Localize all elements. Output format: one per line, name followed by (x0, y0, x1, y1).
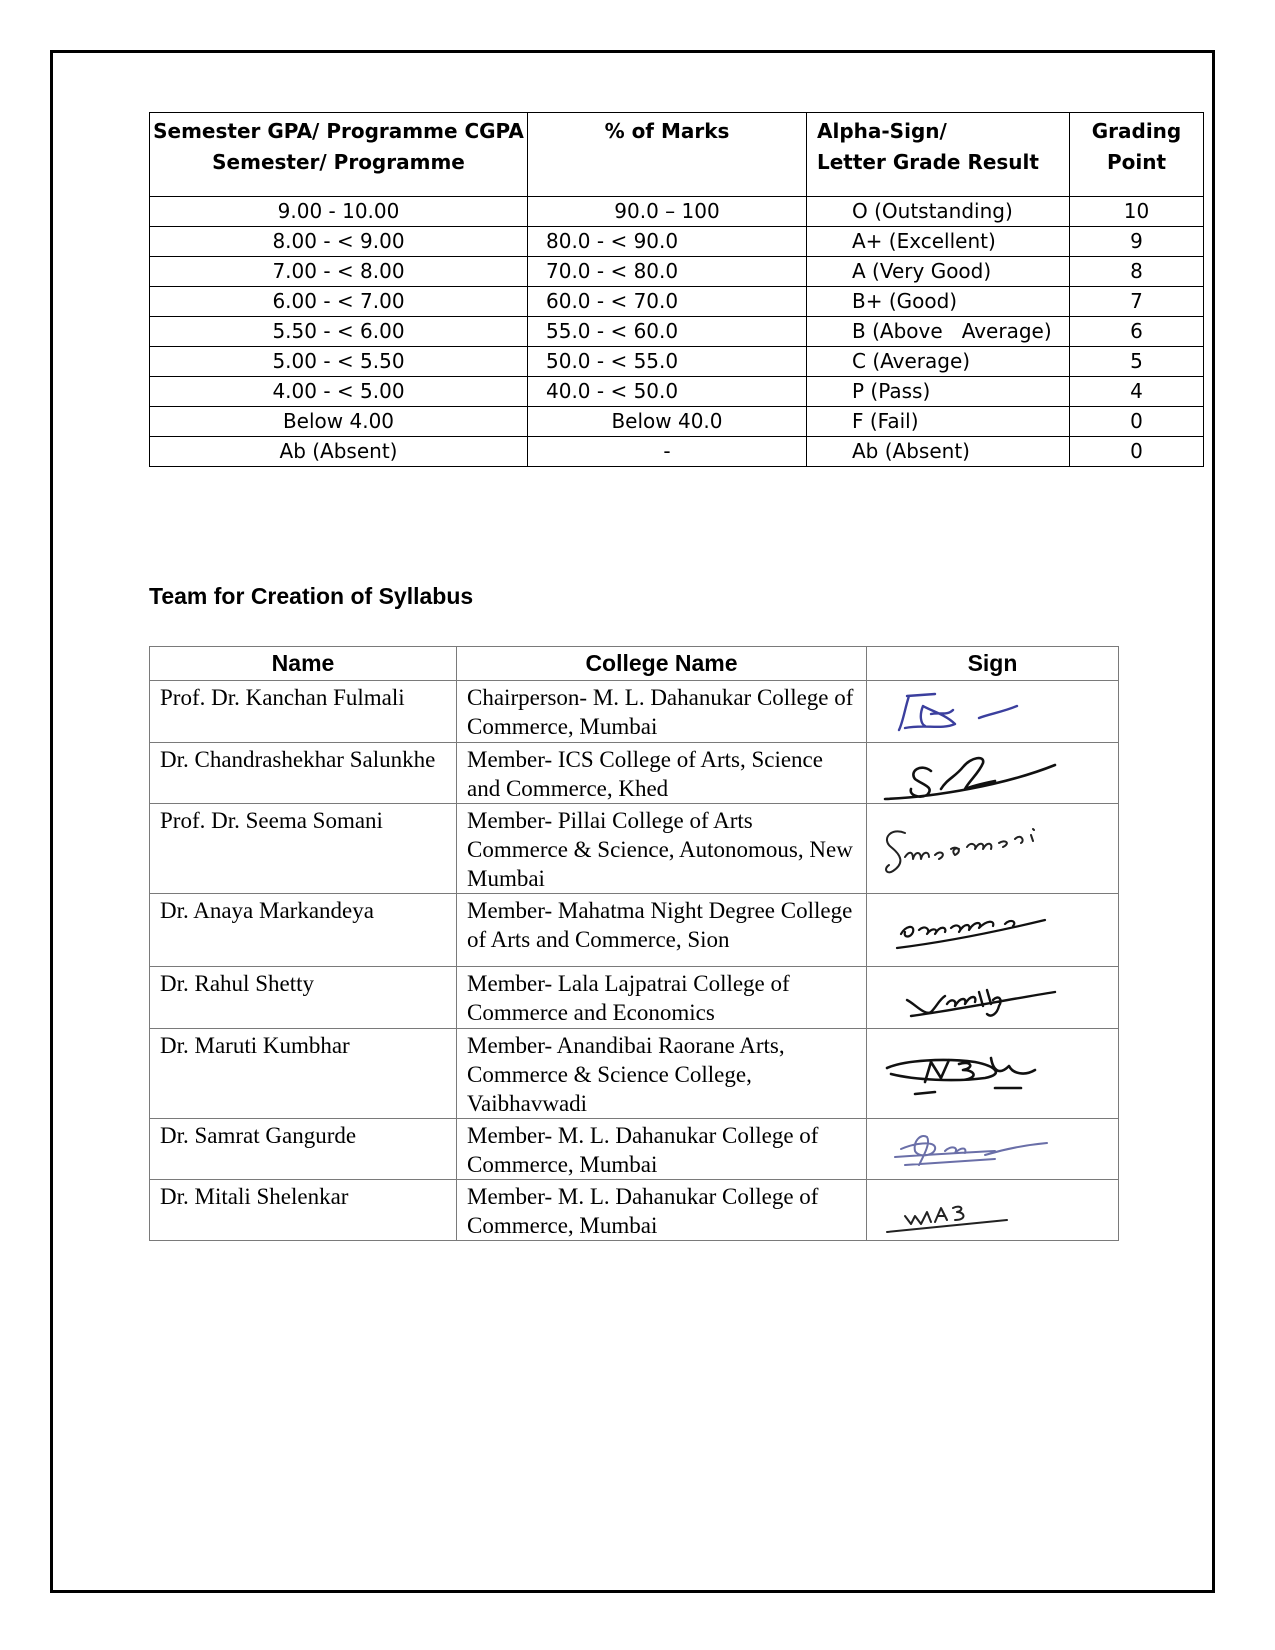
member-college: Member- Anandibai Raorane Arts, Commerce & Science College, Vaibhavwadi (457, 1029, 867, 1119)
signature-image (875, 745, 1113, 801)
signature-image (875, 970, 1113, 1026)
member-name: Dr. Rahul Shetty (150, 967, 457, 1029)
header-gpa (150, 113, 528, 197)
signature-cell (867, 1180, 1119, 1241)
header-point (1070, 113, 1204, 197)
signature-cell (867, 743, 1119, 804)
point-cell: 5 (1070, 347, 1204, 377)
point-cell: 0 (1070, 437, 1204, 467)
table-row (150, 257, 1204, 287)
grade-cell: C (Average) (807, 347, 1070, 377)
grade-cell: O (Outstanding) (807, 197, 1070, 227)
member-college: Member- Lala Lajpatrai College of Commerce and Economics (457, 967, 867, 1029)
marks-cell: 80.0 - < 90.0 (528, 227, 807, 257)
member-name: Dr. Anaya Markandeya (150, 894, 457, 967)
grade-cell: B+ (Good) (807, 287, 1070, 317)
grade-cell: A (Very Good) (807, 257, 1070, 287)
member-name: Dr. Maruti Kumbhar (150, 1029, 457, 1119)
member-name: Prof. Dr. Seema Somani (150, 804, 457, 894)
signature-stroke (899, 694, 1017, 730)
member-college: Member- M. L. Dahanukar College of Commerce, Mumbai (457, 1180, 867, 1241)
point-cell: 4 (1070, 377, 1204, 407)
gpa-cell: 6.00 - < 7.00 (150, 287, 528, 317)
header-sign: Sign (867, 647, 1119, 681)
table-row (150, 1029, 1119, 1119)
table-row (150, 967, 1119, 1029)
signature-image (875, 1046, 1113, 1102)
gpa-cell: 9.00 - 10.00 (150, 197, 528, 227)
signature-stroke (895, 1136, 1047, 1165)
marks-cell: 55.0 - < 60.0 (528, 317, 807, 347)
team-table-header (150, 647, 1119, 681)
member-college: Member- Pillai College of Arts Commerce & Science, Autonomous, New Mumbai (457, 804, 867, 894)
signature-cell (867, 1119, 1119, 1180)
header-name: Name (150, 647, 457, 681)
header-grade (807, 113, 1070, 197)
header-point-line2: Point (1106, 150, 1167, 174)
signature-cell (867, 967, 1119, 1029)
gpa-cell: 5.50 - < 6.00 (150, 317, 528, 347)
point-cell: 10 (1070, 197, 1204, 227)
grade-cell: Ab (Absent) (807, 437, 1070, 467)
grade-cell: P (Pass) (807, 377, 1070, 407)
signature-cell (867, 1029, 1119, 1119)
table-row (150, 317, 1204, 347)
marks-cell: 90.0 – 100 (528, 197, 807, 227)
member-name: Prof. Dr. Kanchan Fulmali (150, 681, 457, 743)
table-row (150, 407, 1204, 437)
signature-image (875, 1121, 1113, 1177)
signature-stroke (885, 758, 1055, 799)
gpa-cell: Ab (Absent) (150, 437, 528, 467)
table-row (150, 804, 1119, 894)
table-row (150, 743, 1119, 804)
member-college: Chairperson- M. L. Dahanukar College of Commerce, Mumbai (457, 681, 867, 743)
point-cell: 8 (1070, 257, 1204, 287)
table-row (150, 681, 1119, 743)
signature-cell (867, 804, 1119, 894)
member-college: Member- Mahatma Night Degree College of Arts and Commerce, Sion (457, 894, 867, 967)
signature-image (875, 1182, 1113, 1238)
table-row (150, 437, 1204, 467)
gpa-cell: Below 4.00 (150, 407, 528, 437)
header-point-line1: Grading (1091, 119, 1182, 143)
table-row (150, 197, 1204, 227)
member-college: Member- M. L. Dahanukar College of Commerce, Mumbai (457, 1119, 867, 1180)
header-grade-line1: Alpha-Sign/ (817, 119, 947, 143)
point-cell: 6 (1070, 317, 1204, 347)
marks-cell: 60.0 - < 70.0 (528, 287, 807, 317)
member-name: Dr. Chandrashekhar Salunkhe (150, 743, 457, 804)
marks-cell: - (528, 437, 807, 467)
point-cell: 0 (1070, 407, 1204, 437)
member-name: Dr. Samrat Gangurde (150, 1119, 457, 1180)
point-cell: 9 (1070, 227, 1204, 257)
signature-image (875, 902, 1113, 958)
point-cell: 7 (1070, 287, 1204, 317)
signature-stroke (887, 1058, 1035, 1094)
marks-cell: Below 40.0 (528, 407, 807, 437)
signature-cell (867, 894, 1119, 967)
signature-stroke (897, 920, 1045, 948)
grading-table (149, 112, 1204, 467)
grade-cell: F (Fail) (807, 407, 1070, 437)
header-college: College Name (457, 647, 867, 681)
signature-image (875, 684, 1113, 740)
marks-cell: 40.0 - < 50.0 (528, 377, 807, 407)
table-row (150, 287, 1204, 317)
table-row (150, 894, 1119, 967)
member-name: Dr. Mitali Shelenkar (150, 1180, 457, 1241)
gpa-cell: 8.00 - < 9.00 (150, 227, 528, 257)
gpa-cell: 4.00 - < 5.00 (150, 377, 528, 407)
marks-cell: 50.0 - < 55.0 (528, 347, 807, 377)
header-gpa-line2: Semester/ Programme (212, 150, 465, 174)
grading-table-header (150, 113, 1204, 197)
gpa-cell: 5.00 - < 5.50 (150, 347, 528, 377)
header-grade-line2: Letter Grade Result (817, 150, 1039, 174)
header-gpa-line1: Semester GPA/ Programme CGPA (153, 119, 524, 143)
grade-cell: A+ (Excellent) (807, 227, 1070, 257)
grade-cell: B (Above Average) (807, 317, 1070, 347)
signature-image (875, 821, 1113, 877)
table-row (150, 347, 1204, 377)
signature-cell (867, 681, 1119, 743)
team-heading: Team for Creation of Syllabus (149, 583, 474, 609)
header-marks: % of Marks (528, 113, 807, 197)
table-row (150, 377, 1204, 407)
table-row (150, 1119, 1119, 1180)
gpa-cell: 7.00 - < 8.00 (150, 257, 528, 287)
signature-stroke (887, 1207, 1007, 1232)
signature-stroke (907, 990, 1055, 1016)
member-college: Member- ICS College of Arts, Science and Commerce, Khed (457, 743, 867, 804)
table-row (150, 227, 1204, 257)
team-table (149, 646, 1119, 1241)
marks-cell: 70.0 - < 80.0 (528, 257, 807, 287)
signature-stroke (886, 829, 1034, 872)
table-row (150, 1180, 1119, 1241)
